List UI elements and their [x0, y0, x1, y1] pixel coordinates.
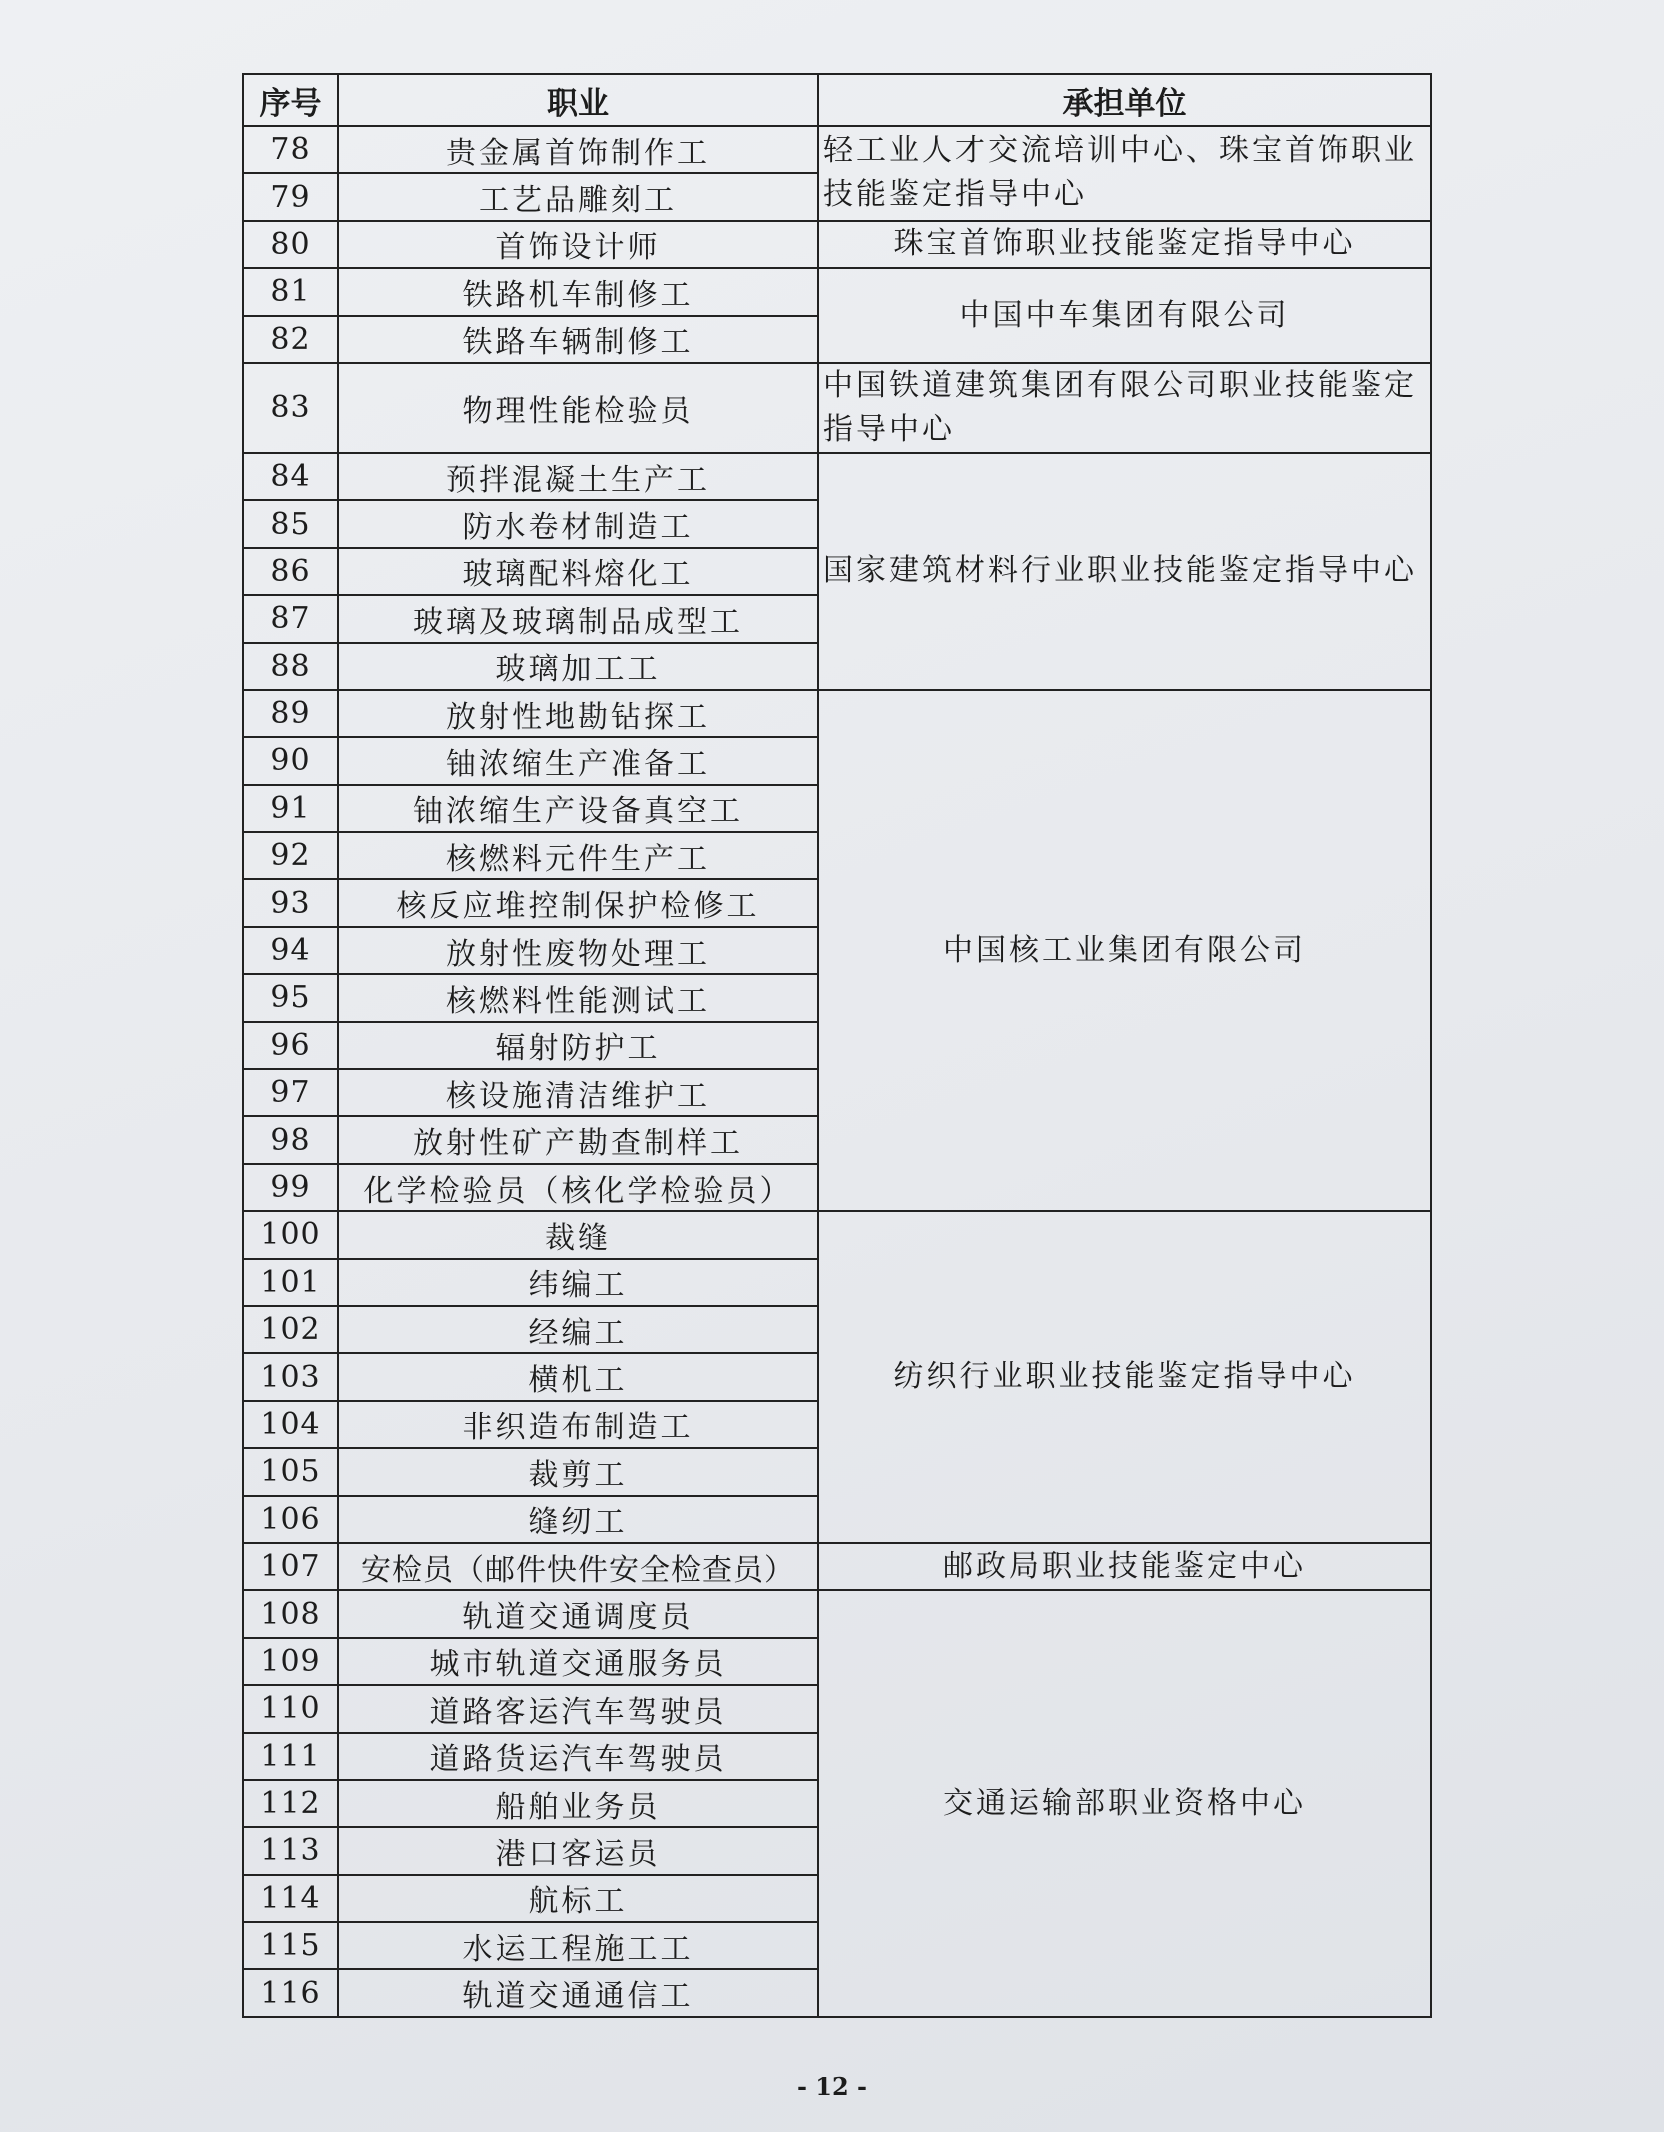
occupation-cell: 放射性矿产勘查制样工 [338, 1116, 818, 1163]
seq-cell: 80 [243, 221, 338, 268]
unit-cell: 中国核工业集团有限公司 [818, 690, 1431, 1211]
occupation-cell: 工艺品雕刻工 [338, 173, 818, 220]
occupation-cell: 防水卷材制造工 [338, 500, 818, 547]
occupation-cell: 放射性废物处理工 [338, 927, 818, 974]
seq-cell: 92 [243, 832, 338, 879]
unit-cell: 中国中车集团有限公司 [818, 268, 1431, 363]
occupation-cell: 化学检验员（核化学检验员） [338, 1164, 818, 1211]
seq-cell: 78 [243, 126, 338, 173]
seq-cell: 93 [243, 879, 338, 926]
header-seq: 序号 [243, 74, 338, 126]
occupation-cell: 船舶业务员 [338, 1780, 818, 1827]
seq-cell: 111 [243, 1733, 338, 1780]
unit-cell: 珠宝首饰职业技能鉴定指导中心 [818, 221, 1431, 268]
occupation-cell: 轨道交通调度员 [338, 1590, 818, 1637]
seq-cell: 83 [243, 363, 338, 453]
occupation-cell: 贵金属首饰制作工 [338, 126, 818, 173]
seq-cell: 104 [243, 1401, 338, 1448]
occupation-cell: 辐射防护工 [338, 1022, 818, 1069]
occupation-cell: 横机工 [338, 1353, 818, 1400]
unit-cell: 纺织行业职业技能鉴定指导中心 [818, 1211, 1431, 1543]
occupation-table [242, 73, 1432, 2018]
seq-cell: 115 [243, 1922, 338, 1969]
page-number: - 12 - [796, 2072, 868, 2101]
seq-cell: 85 [243, 500, 338, 547]
occupation-cell: 港口客运员 [338, 1827, 818, 1874]
seq-cell: 107 [243, 1543, 338, 1590]
occupation-cell: 铀浓缩生产准备工 [338, 737, 818, 784]
occupation-cell: 预拌混凝土生产工 [338, 453, 818, 500]
table-row [243, 363, 1431, 453]
occupation-cell: 铁路车辆制修工 [338, 316, 818, 363]
occupation-cell: 核反应堆控制保护检修工 [338, 879, 818, 926]
occupation-cell: 物理性能检验员 [338, 363, 818, 453]
occupation-cell: 经编工 [338, 1306, 818, 1353]
occupation-cell: 城市轨道交通服务员 [338, 1638, 818, 1685]
occupation-cell: 轨道交通通信工 [338, 1969, 818, 2016]
seq-cell: 91 [243, 785, 338, 832]
seq-cell: 99 [243, 1164, 338, 1211]
table-row [243, 690, 1431, 737]
table-row [243, 268, 1431, 315]
seq-cell: 94 [243, 927, 338, 974]
occupation-cell: 水运工程施工工 [338, 1922, 818, 1969]
occupation-cell: 航标工 [338, 1875, 818, 1922]
seq-cell: 81 [243, 268, 338, 315]
seq-cell: 116 [243, 1969, 338, 2016]
occupation-cell: 铀浓缩生产设备真空工 [338, 785, 818, 832]
occupation-cell: 裁缝 [338, 1211, 818, 1258]
header-occupation: 职业 [338, 74, 818, 126]
unit-cell: 交通运输部职业资格中心 [818, 1590, 1431, 2017]
occupation-cell: 纬编工 [338, 1259, 818, 1306]
occupation-cell: 裁剪工 [338, 1448, 818, 1495]
seq-cell: 97 [243, 1069, 338, 1116]
seq-cell: 114 [243, 1875, 338, 1922]
seq-cell: 102 [243, 1306, 338, 1353]
occupation-cell: 安检员（邮件快件安全检查员） [338, 1543, 818, 1590]
occupation-cell: 道路客运汽车驾驶员 [338, 1685, 818, 1732]
seq-cell: 95 [243, 974, 338, 1021]
occupation-cell: 缝纫工 [338, 1496, 818, 1543]
seq-cell: 113 [243, 1827, 338, 1874]
unit-cell: 轻工业人才交流培训中心、珠宝首饰职业技能鉴定指导中心 [818, 126, 1431, 221]
seq-cell: 88 [243, 643, 338, 690]
occupation-cell: 放射性地勘钻探工 [338, 690, 818, 737]
table-row [243, 453, 1431, 500]
seq-cell: 86 [243, 548, 338, 595]
seq-cell: 98 [243, 1116, 338, 1163]
unit-cell: 国家建筑材料行业职业技能鉴定指导中心 [818, 453, 1431, 690]
occupation-cell: 铁路机车制修工 [338, 268, 818, 315]
occupation-cell: 玻璃及玻璃制品成型工 [338, 595, 818, 642]
seq-cell: 109 [243, 1638, 338, 1685]
header-unit: 承担单位 [818, 74, 1431, 126]
occupation-cell: 首饰设计师 [338, 221, 818, 268]
seq-cell: 90 [243, 737, 338, 784]
table-header-row [243, 74, 1431, 126]
seq-cell: 87 [243, 595, 338, 642]
occupation-cell: 非织造布制造工 [338, 1401, 818, 1448]
occupation-cell: 核设施清洁维护工 [338, 1069, 818, 1116]
seq-cell: 89 [243, 690, 338, 737]
seq-cell: 100 [243, 1211, 338, 1258]
occupation-cell: 玻璃配料熔化工 [338, 548, 818, 595]
table-row [243, 1543, 1431, 1590]
unit-cell: 邮政局职业技能鉴定中心 [818, 1543, 1431, 1590]
table-row [243, 126, 1431, 173]
seq-cell: 84 [243, 453, 338, 500]
seq-cell: 110 [243, 1685, 338, 1732]
occupation-cell: 玻璃加工工 [338, 643, 818, 690]
seq-cell: 101 [243, 1259, 338, 1306]
seq-cell: 79 [243, 173, 338, 220]
seq-cell: 96 [243, 1022, 338, 1069]
seq-cell: 106 [243, 1496, 338, 1543]
seq-cell: 112 [243, 1780, 338, 1827]
occupation-cell: 道路货运汽车驾驶员 [338, 1733, 818, 1780]
table-row [243, 221, 1431, 268]
table-row [243, 1211, 1431, 1258]
unit-cell: 中国铁道建筑集团有限公司职业技能鉴定指导中心 [818, 363, 1431, 453]
seq-cell: 82 [243, 316, 338, 363]
occupation-cell: 核燃料元件生产工 [338, 832, 818, 879]
seq-cell: 105 [243, 1448, 338, 1495]
occupation-cell: 核燃料性能测试工 [338, 974, 818, 1021]
seq-cell: 103 [243, 1353, 338, 1400]
seq-cell: 108 [243, 1590, 338, 1637]
table-row [243, 1590, 1431, 1637]
